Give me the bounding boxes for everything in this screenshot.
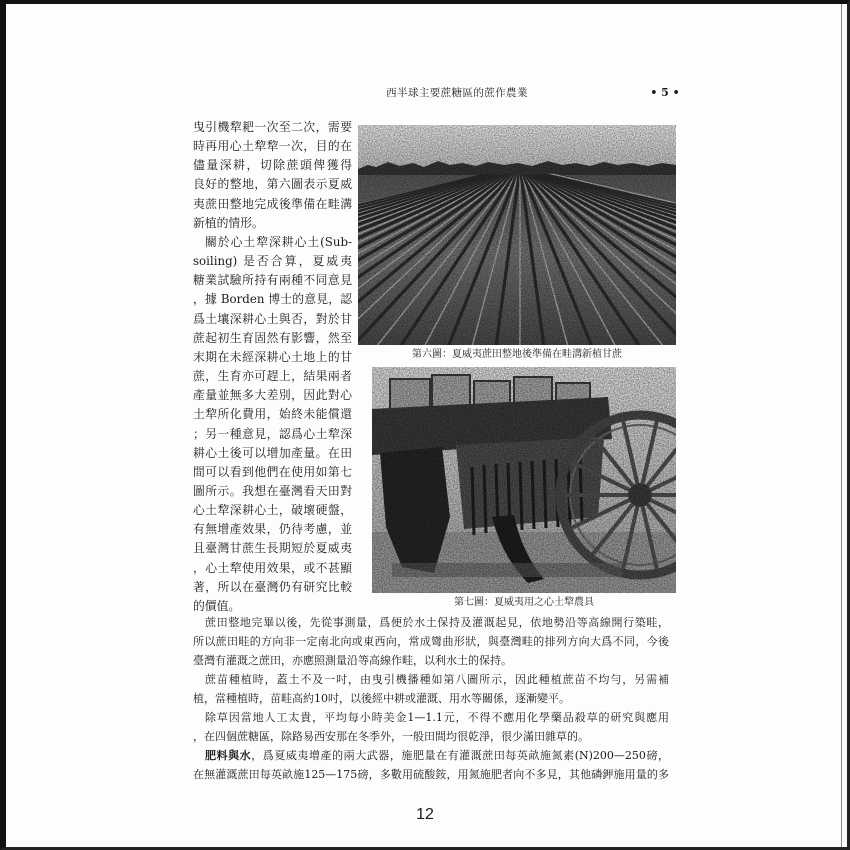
text-line-rest: ，爲夏威夷增產的兩大武器，施肥量在有灌溉蔗田每英畝施氮素(N)200—250磅， [251,749,669,763]
text-line: ，據 Borden 博士的意見，認 [193,292,352,307]
paragraph-lead: 肥料與水 [205,749,252,763]
text-line: 土犂所化費用，始終未能償還 [193,407,352,422]
text-line: 儘量深耕，切除蔗頭俾獲得 [193,158,352,173]
text-line: 且臺灣甘蔗生長期短於夏威夷 [193,541,352,556]
text-line: 爲土壤深耕心土與否，對於甘 [193,311,352,326]
text-line: 著，所以在臺灣仍有研究比較 [193,579,352,594]
text-line: 間可以看到他們在使用如第七 [193,464,352,479]
text-line: 植，當種植時，苗畦高約10吋，以後經中耕或灌溉、用水等關係，逐漸變平。 [193,691,570,705]
text-line: 所以蔗田畦的方向非一定南北向或東西向，常成彎曲形狀，與臺灣畦的排列方向大爲不同，今後 [193,634,669,648]
text-line: 除草因當地人工太貴，平均每小時美金1—1.1元，不得不應用化學藥品殺草的研究與應用 [205,710,669,724]
figure-7-caption: 第七圖：夏威夷用之心土犂農具 [454,597,594,608]
text-line: 臺灣有灌溉之蔗田，亦應照測量沿等高線作畦，以利水土的保持。 [193,653,512,667]
text-line: soiling) 是否合算，夏威夷 [193,254,352,269]
text-line: 圖所示。我想在臺灣看天田對 [193,483,352,498]
text-line: 良好的整地，第六圖表示夏威 [193,177,352,192]
text-line: 關於心土犂深耕心土(Sub- [205,234,352,249]
text-line: ，心土犂使用效果，或不甚顯 [193,560,352,575]
text-line: ，在四個蔗糖區，除路易西安那在冬季外，一般田間均很乾淨，很少滿田雜草的。 [193,730,589,744]
text-line: 蔗，生育亦可趕上，結果兩者 [193,369,352,384]
text-line: 蔗苗種植時，蓋土不及一吋，由曳引機播種如第八圖所示，因此種植蔗苗不均勻，另需補 [205,672,669,686]
text-line: 糖業試驗所持有兩種不同意見 [193,273,352,288]
text-line: 耕心土後可以增加產量。在田 [193,445,352,460]
text-line: 的價值。 [193,598,241,613]
page-number: 12 [416,806,434,823]
text-line: ；另一種意見，認爲心土犂深 [193,426,352,441]
text-line: 曳引機犂耙一次至二次，需要 [193,120,352,134]
journal-page-marker: • 5 • [650,86,680,99]
text-line: 在無灌溉蔗田每英畝施125—175磅，多數用硫酸銨，用氮施肥者向不多見，其他磷鉀施用量的多 [193,768,669,782]
text-line: 心土犂深耕心土，破壞硬盤， [193,503,352,518]
figure-6-caption: 第六圖：夏威夷蔗田整地後準備在畦溝新植甘蔗 [412,349,622,360]
text-line: 蔗田整地完畢以後，先從事測量，爲便於水土保持及灌溉起見，依地勢沿等高線開行築畦， [205,615,669,629]
text-line: 夷蔗田整地完成後準備在畦溝 [193,196,352,211]
text-line: 蔗起初生育固然有影響，然至 [193,330,352,345]
text-line: 產量並無多大差別，因此對心 [193,388,352,403]
running-title: 西半球主要蔗糖區的蔗作農業 [386,87,528,99]
text-line: 新植的情形。 [193,215,264,230]
text-line: 末期在未經深耕心土地上的甘 [193,349,352,364]
text-line: 時再用心土犂犂一次，目的在 [193,139,352,154]
text-line: 有無增產效果，仍待考慮，並 [193,522,352,537]
